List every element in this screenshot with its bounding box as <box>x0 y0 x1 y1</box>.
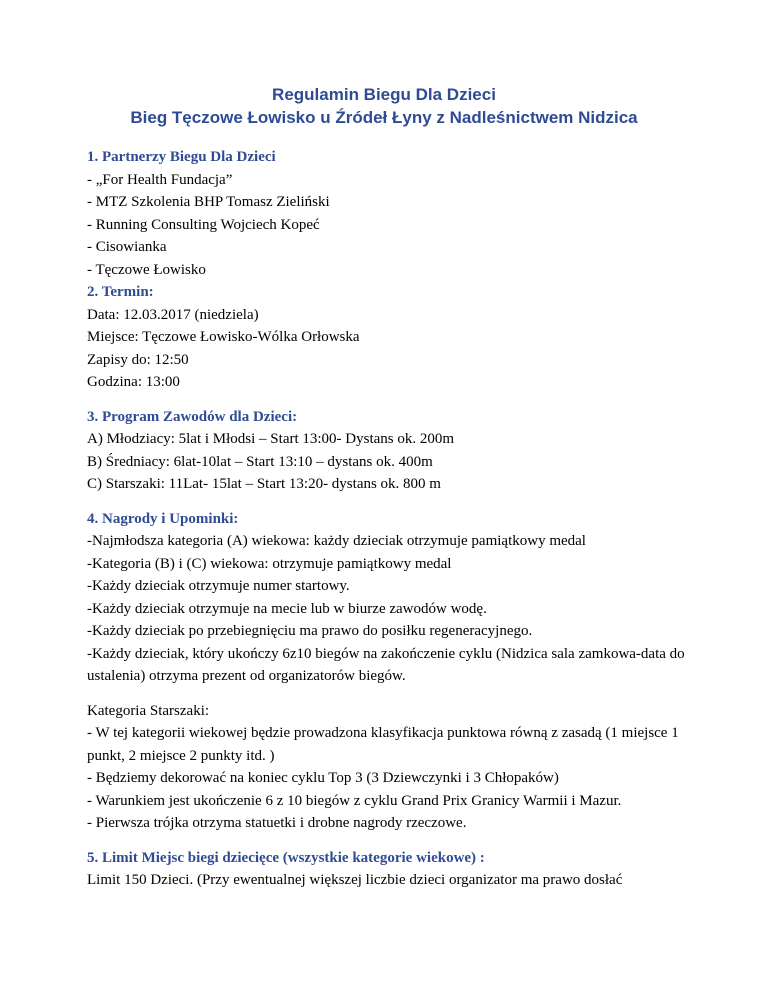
prize-item: -Każdy dzieciak otrzymuje na mecie lub w biurze zawodów wodę. <box>87 600 487 617</box>
section-5-heading: 5. Limit Miejsc biegi dziecięce (wszystkie kategorie wiekowe) : <box>87 849 485 866</box>
starszaki-heading: Kategoria Starszaki: <box>87 702 210 719</box>
section-3-heading: 3. Program Zawodów dla Dzieci: <box>87 408 298 425</box>
document-title <box>0 83 768 129</box>
starszaki-item: - Warunkiem jest ukończenie 6 z 10 biegów z cyklu Grand Prix Granicy Warmii i Mazur. <box>87 792 622 809</box>
prize-item: -Każdy dzieciak po przebiegnięciu ma prawo do posiłku regeneracyjnego. <box>87 623 533 639</box>
prize-item: -Każdy dzieciak otrzymuje numer startowy. <box>87 578 350 594</box>
section-2-heading: 2. Termin: <box>87 284 154 300</box>
document-body <box>87 146 687 892</box>
spacer <box>87 835 687 847</box>
partner-item: - Tęczowe Łowisko <box>87 261 206 278</box>
prize-item: -Najmłodsza kategoria (A) wiekowa: każdy dzieciak otrzymuje pamiątkowy medal <box>87 533 586 549</box>
starszaki-item: - W tej kategorii wiekowej będzie prowadzona klasyfikacja punktowa równą z zasadą (1 miejsce 1 punkt, 2 miejsce 2 punkty itd. ) <box>87 725 679 764</box>
section-4-heading: 4. Nagrody i Upominki: <box>87 510 239 527</box>
title-line-2: Bieg Tęczowe Łowisko u Źródeł Łyny z Nadleśnictwem Nidzica <box>130 108 638 127</box>
section-1-heading: 1. Partnerzy Biegu Dla Dzieci <box>87 149 276 165</box>
prize-item: -Każdy dzieciak, który ukończy 6z10 biegów na zakończenie cyklu (Nidzica sala zamkowa-data do ustalenia) otrzyma prezent od organizatorów biegów. <box>87 645 685 684</box>
partner-item: - Cisowianka <box>87 239 167 255</box>
spacer <box>87 394 687 406</box>
program-item: B) Średniacy: 6lat-10lat – Start 13:10 – dystans ok. 400m <box>87 453 433 470</box>
prize-item: -Kategoria (B) i (C) wiekowa: otrzymuje pamiątkowy medal <box>87 555 452 572</box>
term-place: Miejsce: Tęczowe Łowisko-Wólka Orłowska <box>87 329 360 345</box>
partner-item: - „For Health Fundacja” <box>87 171 233 188</box>
program-item: A) Młodziacy: 5lat i Młodsi – Start 13:00- Dystans ok. 200m <box>87 431 455 447</box>
partner-item: - Running Consulting Wojciech Kopeć <box>87 216 320 233</box>
partner-item: - MTZ Szkolenia BHP Tomasz Zieliński <box>87 194 330 210</box>
term-time: Godzina: 13:00 <box>87 374 180 390</box>
starszaki-item: - Pierwsza trójka otrzyma statuetki i drobne nagrody rzeczowe. <box>87 815 467 831</box>
term-date: Data: 12.03.2017 (niedziela) <box>87 306 259 323</box>
limit-item: Limit 150 Dzieci. (Przy ewentualnej większej liczbie dzieci organizator ma prawo dosłać <box>87 872 623 888</box>
title-line-1: Regulamin Biegu Dla Dzieci <box>272 85 496 104</box>
spacer <box>87 496 687 508</box>
term-registration: Zapisy do: 12:50 <box>87 351 189 368</box>
spacer <box>87 688 687 700</box>
program-item: C) Starszaki: 11Lat- 15lat – Start 13:20- dystans ok. 800 m <box>87 476 441 492</box>
starszaki-item: - Będziemy dekorować na koniec cyklu Top 3 (3 Dziewczynki i 3 Chłopaków) <box>87 770 559 786</box>
